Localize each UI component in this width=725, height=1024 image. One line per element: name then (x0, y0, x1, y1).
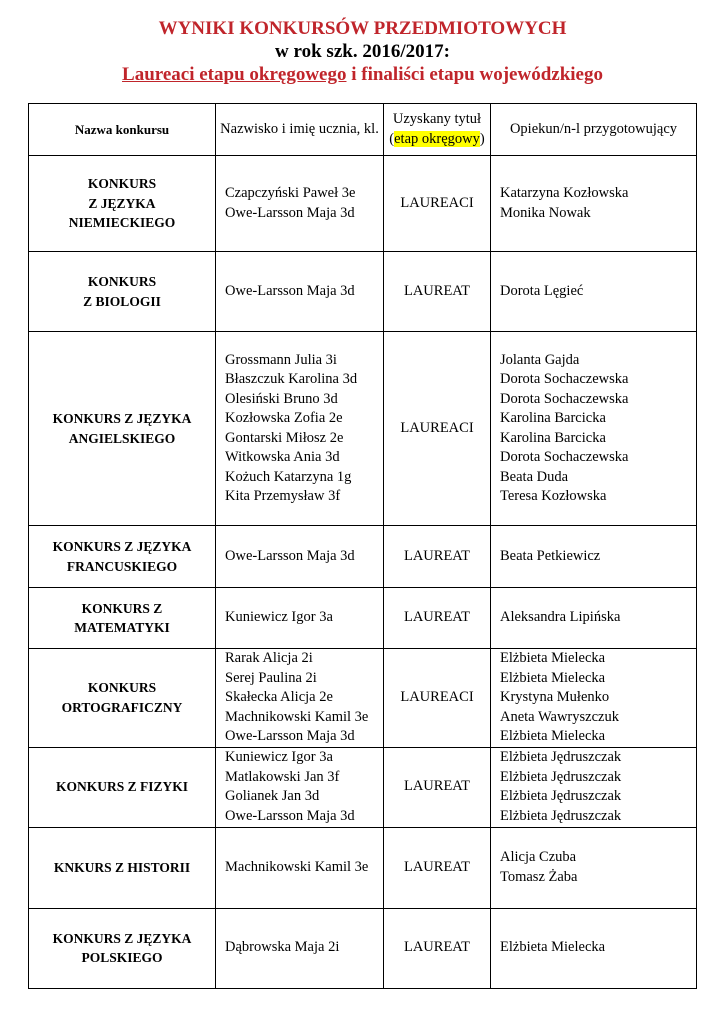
contest-name (29, 747, 216, 827)
contest-name-line: ANGIELSKIEGO (68, 430, 176, 446)
teacher-name: Elżbieta Mielecka (500, 728, 606, 744)
contest-name-line: KONKURS (87, 176, 157, 192)
results-table (28, 103, 697, 989)
school-year-subtitle: w rok szk. 2016/2017: (275, 41, 450, 62)
student-list (216, 526, 384, 588)
teacher-name: Elżbieta Jędruszczak (500, 788, 622, 804)
student-list (216, 156, 384, 252)
contest-name (29, 588, 216, 649)
award-title: LAUREACI (384, 649, 491, 748)
teacher-name: Elżbieta Jędruszczak (500, 749, 622, 765)
award-title: LAUREAT (384, 588, 491, 649)
award-title: LAUREACI (384, 156, 491, 252)
student-name: Skałecka Alicja 2e (225, 689, 333, 705)
student-name: Owe-Larsson Maja 3d (225, 204, 355, 221)
table-header-row (29, 104, 697, 156)
student-name: Machnikowski Kamil 3e (225, 708, 369, 725)
teacher-name: Elżbieta Mielecka (500, 650, 606, 666)
award-title: LAUREAT (384, 827, 491, 908)
student-name: Owe-Larsson Maja 3d (225, 728, 355, 744)
contest-name-line: FRANCUSKIEGO (66, 558, 178, 574)
teacher-name: Elżbieta Mielecka (500, 669, 606, 686)
student-name: Gontarski Miłosz 2e (225, 429, 344, 446)
contest-name-line: KONKURS Z (81, 600, 163, 616)
student-name: Kuniewicz Igor 3a (225, 609, 333, 626)
teacher-name: Karolina Barcicka (500, 429, 606, 446)
student-name: Czapczyński Paweł 3e (225, 185, 356, 201)
teacher-name: Alicja Czuba (500, 849, 577, 865)
award-title: LAUREACI (384, 332, 491, 526)
contest-name-line: KONKURS (87, 680, 157, 696)
contest-name-line: KONKURS (87, 274, 157, 289)
teacher-name: Beata Duda (500, 468, 569, 485)
contest-name-line: Z JĘZYKA (88, 195, 156, 211)
teacher-name: Teresa Kozłowska (500, 488, 607, 504)
table-row (29, 747, 697, 827)
teacher-name: Dorota Sochaczewska (500, 390, 629, 407)
student-name: Dąbrowska Maja 2i (225, 939, 340, 956)
contest-name-line: KONKURS Z JĘZYKA (52, 411, 192, 426)
table-row (29, 649, 697, 748)
teacher-name: Dorota Lęgieć (500, 282, 584, 299)
teacher-name: Krystyna Mułenko (500, 689, 610, 705)
contest-name (29, 332, 216, 526)
table-row (29, 827, 697, 908)
teacher-list (491, 332, 697, 526)
highlighted-stage: etap okręgowy (394, 130, 480, 147)
award-title: LAUREAT (384, 252, 491, 332)
teacher-name: Jolanta Gajda (500, 351, 580, 368)
student-name: Witkowska Ania 3d (225, 449, 340, 465)
student-list (216, 588, 384, 649)
teacher-list (491, 252, 697, 332)
student-list (216, 649, 384, 748)
teacher-name: Elżbieta Jędruszczak (500, 768, 622, 785)
teacher-name: Katarzyna Kozłowska (500, 185, 629, 201)
contest-name (29, 252, 216, 332)
teacher-list (491, 588, 697, 649)
subtitle-finalists: i finaliści etapu wojewódzkiego (346, 64, 603, 85)
teacher-name: Tomasz Żaba (500, 868, 578, 885)
teacher-name: Dorota Sochaczewska (500, 371, 629, 387)
student-name: Machnikowski Kamil 3e (225, 858, 369, 875)
table-row (29, 252, 697, 332)
table-row (29, 908, 697, 988)
header-title-line2: (etap okręgowy) (389, 130, 485, 147)
contest-name-line: MATEMATYKI (74, 620, 170, 635)
contest-name (29, 827, 216, 908)
header-title-line1: Uzyskany tytuł (392, 111, 482, 127)
contest-name-line: KONKURS Z JĘZYKA (52, 930, 192, 946)
student-name: Błaszczuk Karolina 3d (225, 371, 358, 387)
student-name: Kozłowska Zofia 2e (225, 410, 343, 426)
header-student: Nazwisko i imię ucznia, kl. (216, 104, 384, 156)
student-name: Grossmann Julia 3i (225, 351, 337, 368)
teacher-name: Monika Nowak (500, 204, 591, 221)
student-name: Owe-Larsson Maja 3d (225, 807, 355, 824)
contest-name (29, 156, 216, 252)
student-list (216, 908, 384, 988)
document-title: WYNIKI KONKURSÓW PRZEDMIOTOWYCH (158, 18, 567, 39)
teacher-name: Beata Petkiewicz (500, 547, 601, 564)
contest-name-line: Z BIOLOGII (83, 293, 161, 309)
student-name: Serej Paulina 2i (225, 669, 317, 686)
teacher-name: Elżbieta Jędruszczak (500, 807, 622, 824)
award-title: LAUREAT (384, 747, 491, 827)
contest-name-line: KNKURS Z HISTORII (53, 859, 191, 875)
teacher-name: Karolina Barcicka (500, 410, 606, 426)
student-name: Owe-Larsson Maja 3d (225, 282, 355, 299)
student-name: Kita Przemysław 3f (225, 488, 341, 504)
award-title: LAUREAT (384, 908, 491, 988)
teacher-list (491, 526, 697, 588)
teacher-list (491, 827, 697, 908)
teacher-list (491, 908, 697, 988)
student-list (216, 827, 384, 908)
student-name: Rarak Alicja 2i (225, 650, 313, 666)
teacher-name: Elżbieta Mielecka (500, 939, 606, 956)
student-name: Matlakowski Jan 3f (225, 768, 340, 785)
contest-name-line: KONKURS Z JĘZYKA (52, 539, 192, 554)
table-row (29, 588, 697, 649)
table-row (29, 332, 697, 526)
student-list (216, 747, 384, 827)
award-title: LAUREAT (384, 526, 491, 588)
teacher-list (491, 747, 697, 827)
teacher-list (491, 156, 697, 252)
contest-name-line: POLSKIEGO (81, 950, 163, 965)
results-subtitle (0, 64, 725, 86)
student-name: Golianek Jan 3d (225, 788, 320, 804)
contest-name-line: NIEMIECKIEGO (68, 215, 176, 231)
contest-name (29, 649, 216, 748)
subtitle-laureates: Laureaci etapu okręgowego (122, 64, 347, 85)
table-row (29, 526, 697, 588)
teacher-name: Aleksandra Lipińska (500, 609, 621, 626)
student-name: Olesiński Bruno 3d (225, 390, 338, 407)
student-list (216, 252, 384, 332)
teacher-name: Dorota Sochaczewska (500, 449, 629, 465)
contest-name (29, 908, 216, 988)
table-row (29, 156, 697, 252)
contest-name (29, 526, 216, 588)
student-name: Kuniewicz Igor 3a (225, 749, 333, 765)
header-contest: Nazwa konkursu (29, 104, 216, 156)
header-teacher: Opiekun/n-l przygotowujący (491, 104, 697, 156)
student-name: Kożuch Katarzyna 1g (225, 468, 352, 485)
teacher-list (491, 649, 697, 748)
teacher-name: Aneta Wawryszczuk (500, 708, 619, 725)
student-name: Owe-Larsson Maja 3d (225, 547, 355, 564)
contest-name-line: KONKURS Z FIZYKI (55, 779, 189, 795)
contest-name-line: ORTOGRAFICZNY (61, 699, 183, 715)
header-title (384, 104, 491, 156)
student-list (216, 332, 384, 526)
